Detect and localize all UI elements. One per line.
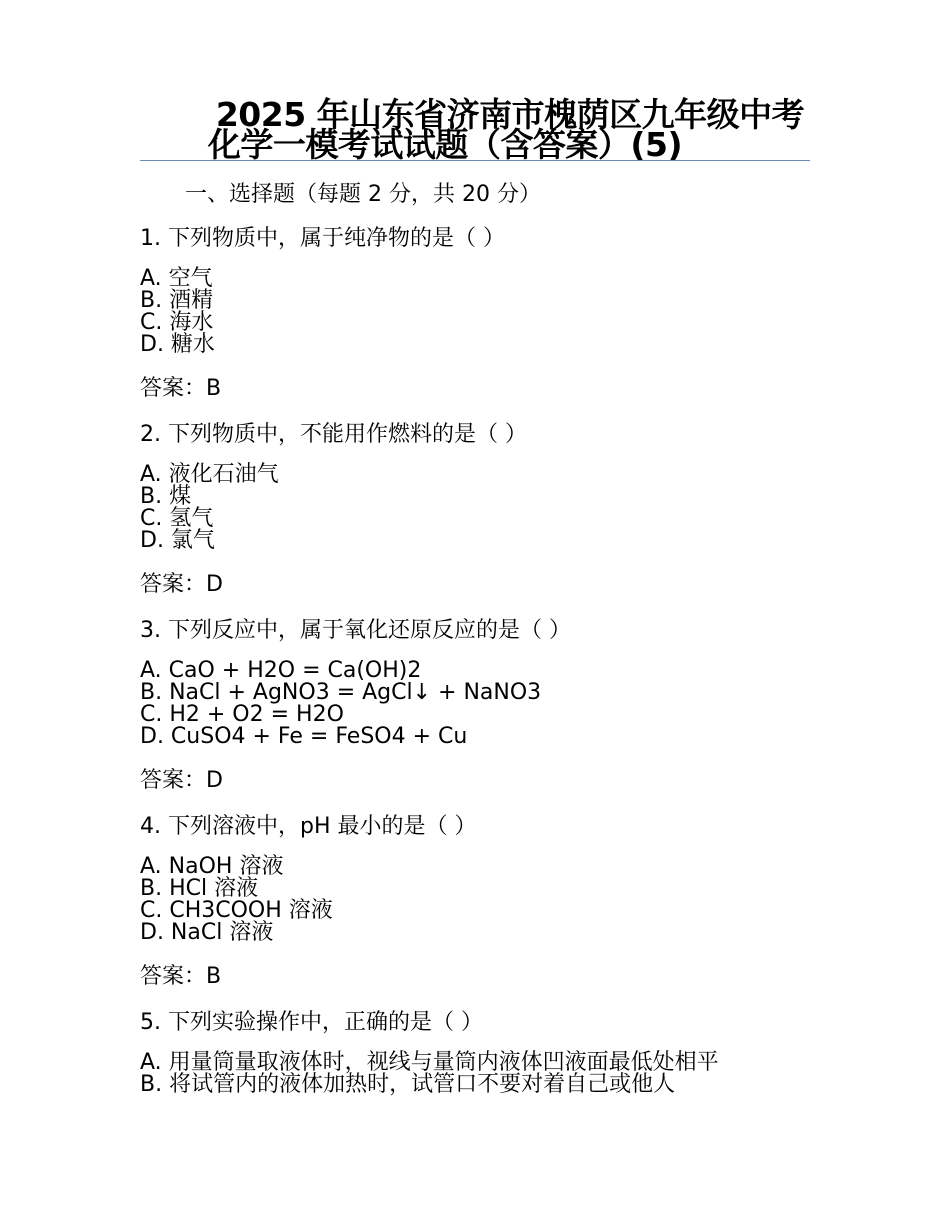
section-heading: 一、选择题（每题 2 分，共 20 分） bbox=[185, 182, 541, 207]
option-c: C. CH3COOH 溶液 bbox=[140, 898, 333, 923]
option-a: A. CaO + H2O = Ca(OH)2 bbox=[140, 658, 422, 683]
question-stem: 2. 下列物质中，不能用作燃料的是（ ） bbox=[140, 422, 527, 447]
option-c: C. 氢气 bbox=[140, 506, 214, 531]
option-a: A. NaOH 溶液 bbox=[140, 854, 284, 879]
option-d: D. 糖水 bbox=[140, 332, 215, 357]
option-a: A. 液化石油气 bbox=[140, 462, 279, 487]
option-list bbox=[140, 1052, 840, 1096]
question-4 bbox=[140, 812, 840, 992]
answer-line: 答案：B bbox=[140, 964, 222, 989]
option-list bbox=[140, 268, 840, 356]
answer-line: 答案：B bbox=[140, 376, 222, 401]
option-c: C. 海水 bbox=[140, 310, 214, 335]
title-underline bbox=[140, 160, 810, 161]
option-b: B. 酒精 bbox=[140, 288, 214, 313]
option-list bbox=[140, 856, 840, 944]
answer-line: 答案：D bbox=[140, 572, 223, 597]
option-b: B. NaCl + AgNO3 = AgCl↓ + NaNO3 bbox=[140, 680, 542, 705]
option-d: D. 氯气 bbox=[140, 528, 215, 553]
document-title bbox=[140, 95, 810, 164]
option-b: B. 煤 bbox=[140, 484, 192, 509]
question-5 bbox=[140, 1008, 840, 1096]
option-d: D. NaCl 溶液 bbox=[140, 920, 274, 945]
option-a: A. 空气 bbox=[140, 266, 213, 291]
option-b: B. 将试管内的液体加热时，试管口不要对着自己或他人 bbox=[140, 1072, 676, 1097]
answer-line: 答案：D bbox=[140, 768, 223, 793]
title-line-1: 2025 年山东省济南市槐荫区九年级中考 bbox=[215, 95, 805, 134]
question-stem: 5. 下列实验操作中，正确的是（ ） bbox=[140, 1010, 483, 1035]
question-stem: 3. 下列反应中，属于氧化还原反应的是（ ） bbox=[140, 618, 571, 643]
option-c: C. H2 + O2 = H2O bbox=[140, 702, 344, 727]
option-list bbox=[140, 464, 840, 552]
option-a: A. 用量筒量取液体时，视线与量筒内液体凹液面最低处相平 bbox=[140, 1050, 719, 1075]
option-d: D. CuSO4 + Fe = FeSO4 + Cu bbox=[140, 724, 468, 749]
question-2 bbox=[140, 420, 840, 600]
question-1 bbox=[140, 224, 840, 404]
option-list bbox=[140, 660, 840, 748]
question-3 bbox=[140, 616, 840, 796]
option-b: B. HCl 溶液 bbox=[140, 876, 259, 901]
title-line-2: 化学一模考试试题（含答案）(5) bbox=[207, 125, 683, 164]
question-stem: 1. 下列物质中，属于纯净物的是（ ） bbox=[140, 226, 505, 251]
question-stem: 4. 下列溶液中，pH 最小的是（ ） bbox=[140, 814, 477, 839]
